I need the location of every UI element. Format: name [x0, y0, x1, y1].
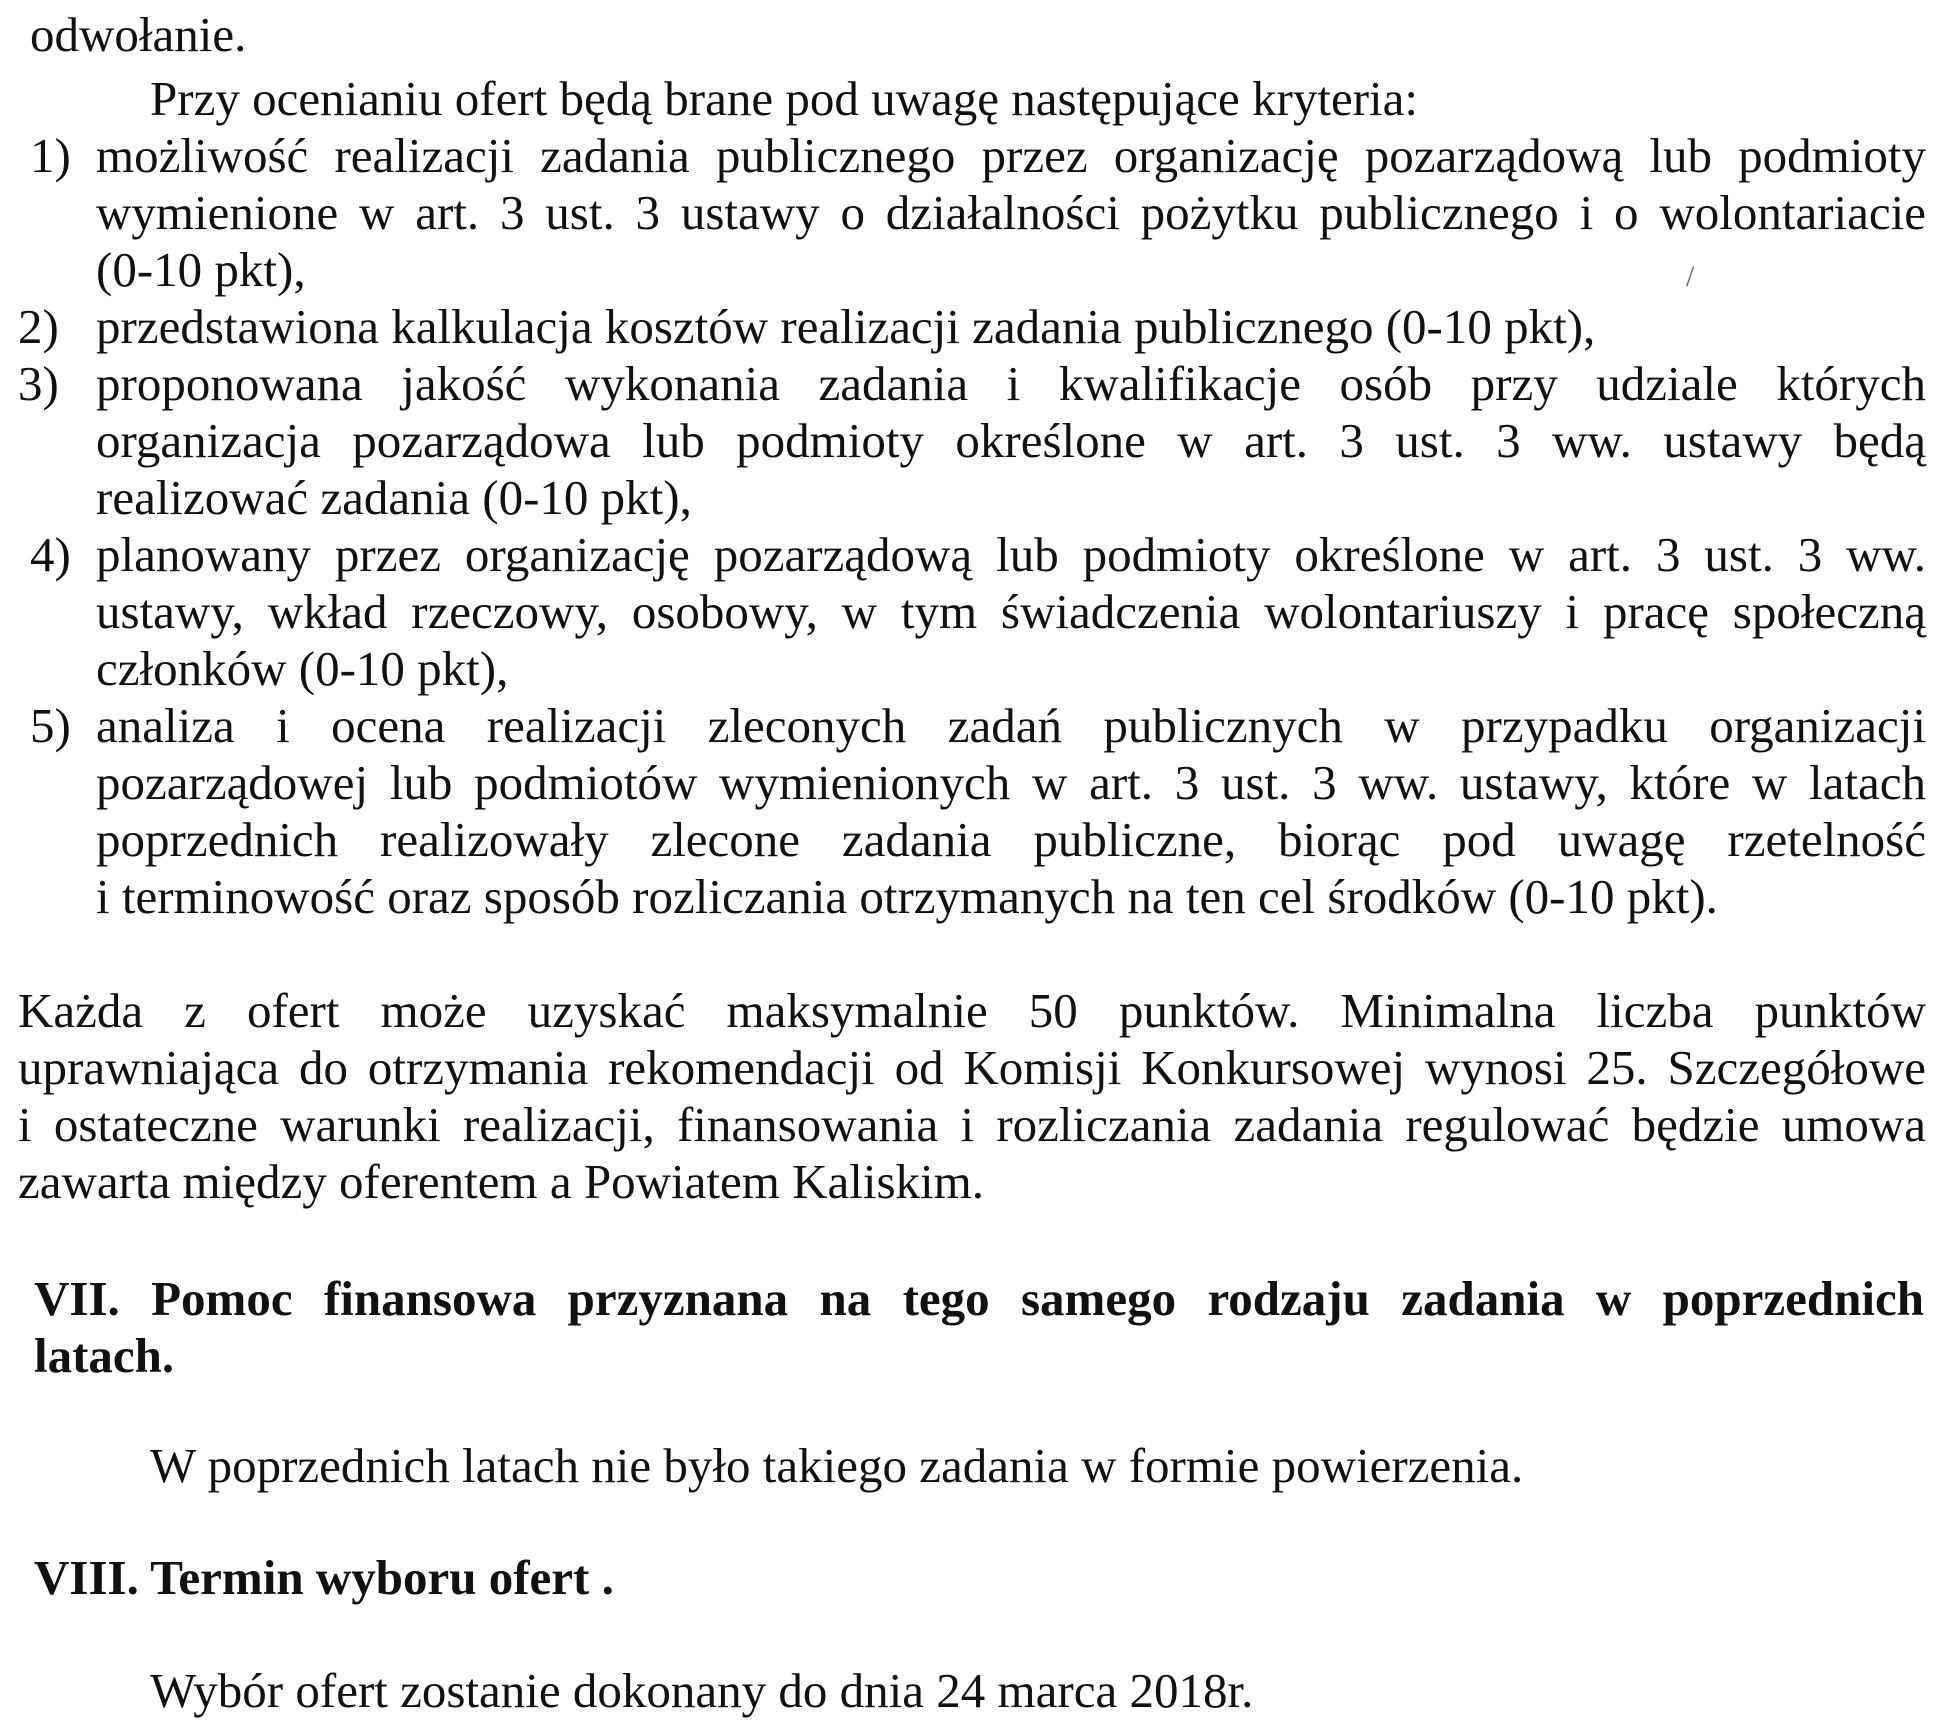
list-number: 1) — [30, 128, 71, 183]
section-heading: VIII. Termin wyboru ofert . — [34, 1550, 614, 1605]
list-item-line: analiza i ocena realizacji zleconych zadań publicznych w przypadku organizacji — [96, 698, 1926, 753]
criteria-intro: Przy ocenianiu ofert będą brane pod uwagę następujące kryteria: — [150, 71, 1418, 126]
list-number: 3) — [18, 356, 59, 411]
list-item-line: możliwość realizacji zadania publicznego przez organizację pozarządową lub podmioty — [96, 128, 1926, 183]
scan-artifact: / — [1686, 260, 1695, 293]
list-item-line: członków (0-10 pkt), — [96, 641, 509, 696]
section-body: Wybór ofert zostanie dokonany do dnia 24 marca 2018r. — [150, 1663, 1254, 1718]
list-item-line: i terminowość oraz sposób rozliczania otrzymanych na ten cel środków (0-10 pkt). — [96, 869, 1718, 924]
list-item-line: pozarządowej lub podmiotów wymienionych w art. 3 ust. 3 ww. ustawy, które w latach — [96, 755, 1926, 810]
summary-line: i ostateczne warunki realizacji, finansowania i rozliczania zadania regulować będzie umowa — [18, 1097, 1926, 1152]
summary-line: zawarta między oferentem a Powiatem Kaliskim. — [18, 1154, 985, 1209]
list-item-line: planowany przez organizację pozarządową lub podmioty określone w art. 3 ust. 3 ww. — [96, 527, 1926, 582]
list-item-line: wymienione w art. 3 ust. 3 ustawy o działalności pożytku publicznego i o wolontariacie — [96, 185, 1926, 240]
section-heading: latach. — [34, 1328, 175, 1383]
list-item-line: ustawy, wkład rzeczowy, osobowy, w tym świadczenia wolontariuszy i pracę społeczną — [96, 584, 1926, 639]
list-item-line: realizować zadania (0-10 pkt), — [96, 470, 692, 525]
summary-line: uprawniająca do otrzymania rekomendacji od Komisji Konkursowej wynosi 25. Szczegółowe — [18, 1040, 1926, 1095]
list-item-line: organizacja pozarządowa lub podmioty określone w art. 3 ust. 3 ww. ustawy będą — [96, 413, 1926, 468]
intro-text: odwołanie. — [30, 7, 247, 62]
section-body: W poprzednich latach nie było takiego zadania w formie powierzenia. — [150, 1438, 1524, 1493]
summary-line: Każda z ofert może uzyskać maksymalnie 50 punktów. Minimalna liczba punktów — [18, 983, 1926, 1038]
list-item-line: proponowana jakość wykonania zadania i kwalifikacje osób przy udziale których — [96, 356, 1926, 411]
list-item-line: (0-10 pkt), — [96, 242, 306, 297]
list-item-line: przedstawiona kalkulacja kosztów realizacji zadania publicznego (0-10 pkt), — [96, 299, 1596, 354]
list-item-line: poprzednich realizowały zlecone zadania publiczne, biorąc pod uwagę rzetelność — [96, 812, 1926, 867]
section-heading: VII. Pomoc finansowa przyznana na tego samego rodzaju zadania w poprzednich — [34, 1271, 1924, 1326]
list-number: 2) — [18, 299, 59, 354]
list-number: 5) — [30, 698, 71, 753]
list-number: 4) — [30, 527, 71, 582]
